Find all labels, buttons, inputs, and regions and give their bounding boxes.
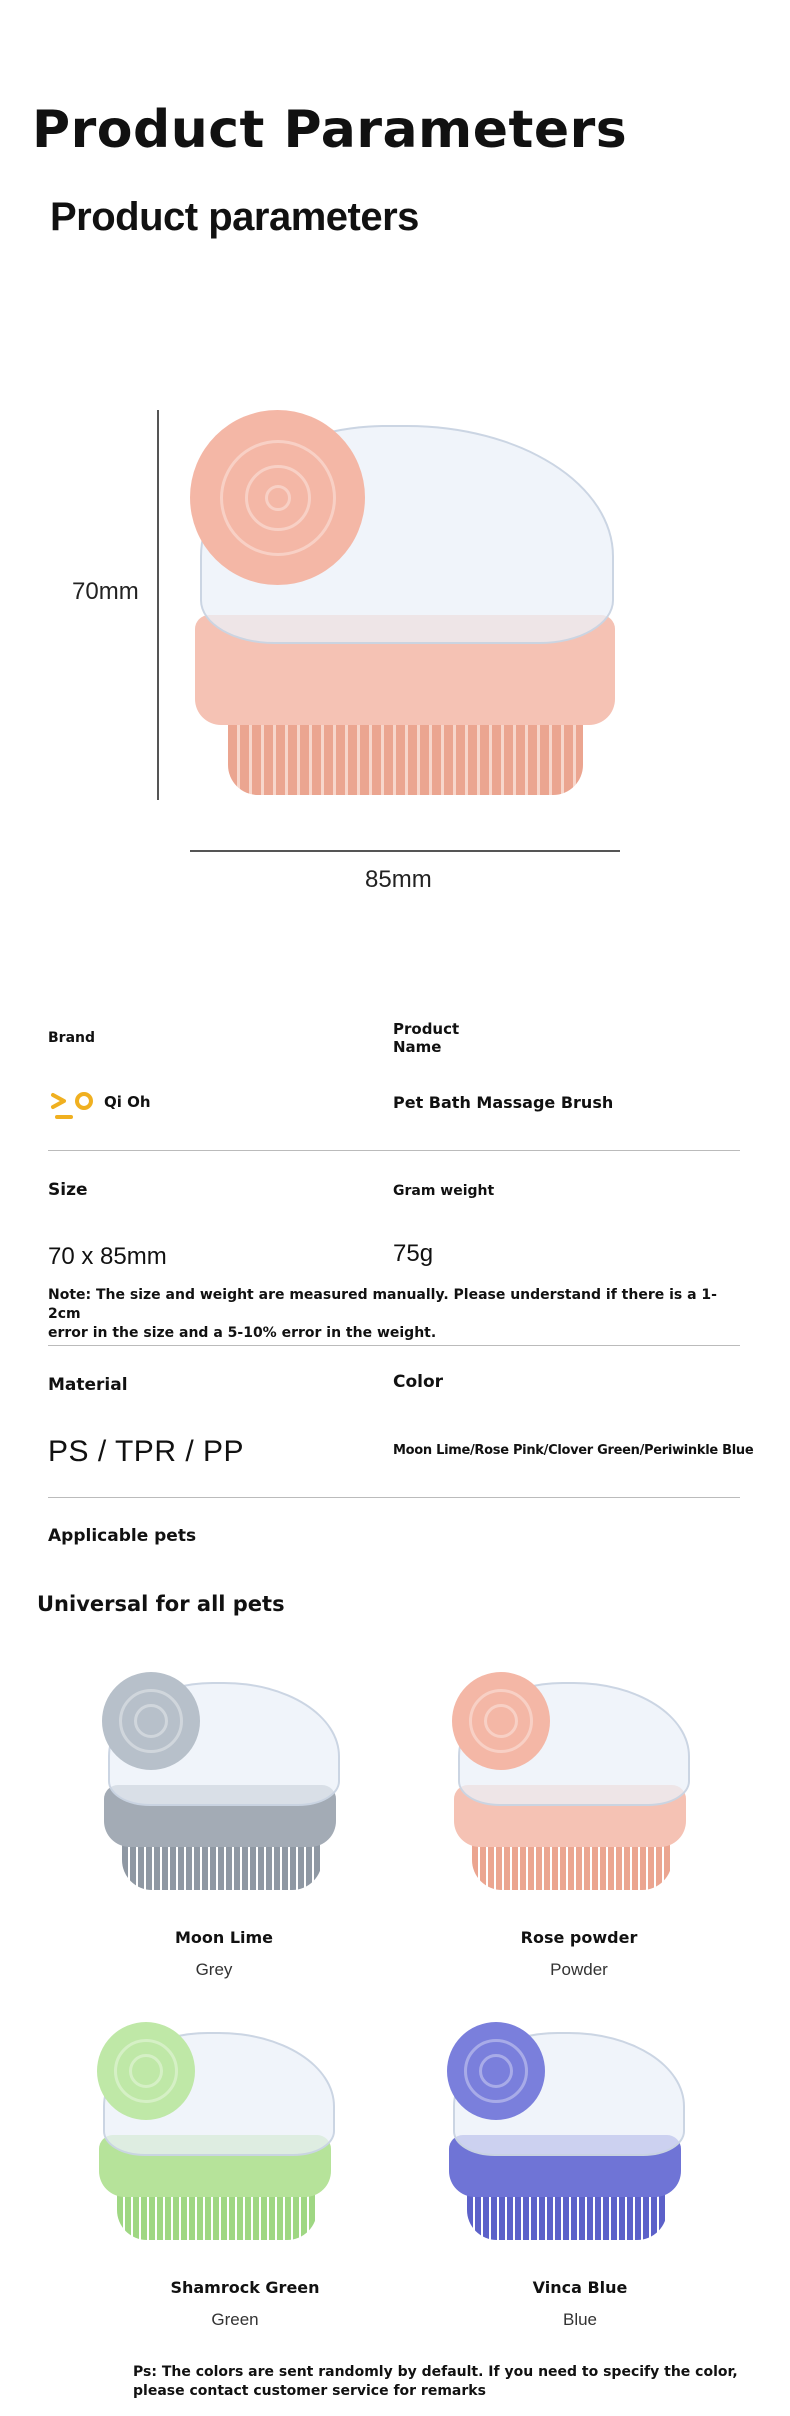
width-dimension-line bbox=[190, 850, 620, 852]
product-name-value: Pet Bath Massage Brush bbox=[393, 1093, 614, 1112]
size-label: Size bbox=[48, 1180, 88, 1200]
brush-knob bbox=[452, 1672, 550, 1770]
variant-color-label: Grey bbox=[195, 1960, 233, 1979]
variant-color-label: Powder bbox=[550, 1960, 608, 1979]
color-value: Moon Lime/Rose Pink/Clover Green/Periwinkle Blue bbox=[393, 1443, 754, 1458]
variant-name: Moon Lime bbox=[174, 1928, 274, 1947]
section-title: Product parameters bbox=[50, 195, 419, 239]
color-label: Color bbox=[393, 1372, 444, 1392]
page-title: Product Parameters bbox=[32, 100, 628, 160]
measurement-note: Note: The size and weight are measured manually. Please understand if there is a 1-2cm error in the size and a 5-10% error in the weight. bbox=[48, 1287, 717, 1341]
variant-color-label: Green bbox=[211, 2310, 259, 2329]
variant-name: Shamrock Green bbox=[170, 2278, 320, 2297]
variant-color-label: Blue bbox=[562, 2310, 598, 2329]
height-dimension-line bbox=[157, 410, 159, 800]
weight-value: 75g bbox=[393, 1240, 434, 1267]
footer-note: Ps: The colors are sent randomly by default. If you need to specify the color, please contact customer service for remarks bbox=[133, 2364, 738, 2399]
variant-name: Rose powder bbox=[520, 1928, 638, 1947]
variant-image-green bbox=[95, 2020, 335, 2250]
material-value: PS / TPR / PP bbox=[48, 1435, 245, 1468]
applicable-pets-label: Applicable pets bbox=[48, 1526, 197, 1546]
variant-image-blue bbox=[445, 2020, 685, 2250]
product-name-label: Product Name bbox=[393, 1020, 460, 1056]
brand-label: Brand bbox=[48, 1030, 96, 1046]
table-divider bbox=[48, 1345, 740, 1346]
brush-knob bbox=[102, 1672, 200, 1770]
brand-logo-icon bbox=[50, 1091, 98, 1121]
table-divider bbox=[48, 1150, 740, 1151]
product-image-main bbox=[190, 405, 620, 805]
variant-name: Vinca Blue bbox=[532, 2278, 628, 2297]
brush-knob bbox=[97, 2022, 195, 2120]
height-dimension-label: 70mm bbox=[72, 578, 139, 605]
width-dimension-label: 85mm bbox=[365, 866, 432, 893]
material-label: Material bbox=[48, 1375, 128, 1395]
brush-knob bbox=[190, 410, 365, 585]
table-divider bbox=[48, 1497, 740, 1498]
weight-label: Gram weight bbox=[393, 1183, 495, 1199]
universal-heading: Universal for all pets bbox=[37, 1592, 285, 1616]
size-value: 70 x 85mm bbox=[48, 1243, 167, 1270]
brand-value: Qi Oh bbox=[104, 1093, 151, 1111]
variant-image-grey bbox=[100, 1670, 340, 1900]
brush-knob bbox=[447, 2022, 545, 2120]
variant-image-powder bbox=[450, 1670, 690, 1900]
